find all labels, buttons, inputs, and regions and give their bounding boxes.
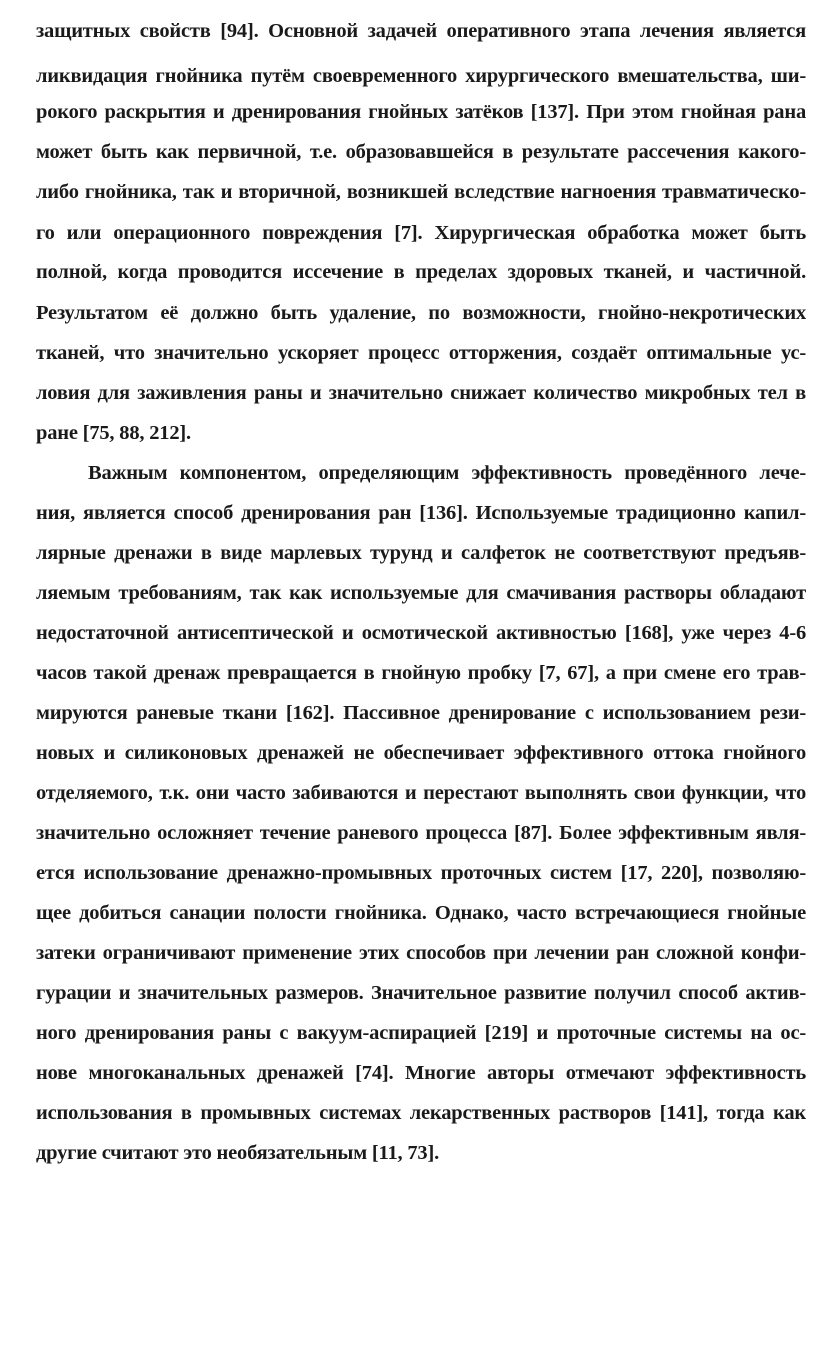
text-line: ется использование дренажно-промывных проточных систем [17, 220], позволяю-: [36, 862, 806, 884]
text-line: отделяемого, т.к. они часто забиваются и перестают выполнять свои функции, что: [36, 782, 806, 804]
text-line: может быть как первичной, т.е. образовавшейся в результате рассечения какого-: [36, 141, 806, 163]
text-line: защитных свойств [94]. Основной задачей оперативного этапа лечения является: [36, 20, 806, 42]
text-line: рокого раскрытия и дренирования гнойных затёков [137]. При этом гнойная рана: [36, 101, 806, 123]
text-line: ловия для заживления раны и значительно снижает количество микробных тел в: [36, 382, 806, 404]
text-line: мируются раневые ткани [162]. Пассивное дренирование с использованием рези-: [36, 702, 806, 724]
text-line: значительно осложняет течение раневого процесса [87]. Более эффективным явля-: [36, 822, 806, 844]
text-line: нове многоканальных дренажей [74]. Многие авторы отмечают эффективность: [36, 1062, 806, 1084]
text-line: полной, когда проводится иссечение в пределах здоровых тканей, и частичной.: [36, 261, 806, 283]
text-line: либо гнойника, так и вторичной, возникшей вследствие нагноения травматическо-: [36, 181, 806, 203]
text-line: часов такой дренаж превращается в гнойную пробку [7, 67], а при смене его трав-: [36, 662, 806, 684]
text-line: Результатом её должно быть удаление, по возможности, гнойно-некротических: [36, 302, 806, 324]
text-line: Важным компонентом, определяющим эффективность проведённого лече-: [88, 462, 806, 484]
text-line: тканей, что значительно ускоряет процесс отторжения, создаёт оптимальные ус-: [36, 342, 806, 364]
text-line: затеки ограничивают применение этих способов при лечении ран сложной конфи-: [36, 942, 806, 964]
text-line: использования в промывных системах лекарственных растворов [141], тогда как: [36, 1102, 806, 1124]
text-line: ного дренирования раны с вакуум-аспирацией [219] и проточные системы на ос-: [36, 1022, 806, 1044]
text-line: ране [75, 88, 212].: [36, 422, 191, 444]
text-line: го или операционного повреждения [7]. Хирургическая обработка может быть: [36, 222, 806, 244]
text-line: щее добиться санации полости гнойника. Однако, часто встречающиеся гнойные: [36, 902, 806, 924]
text-line: ляемым требованиям, так как используемые для смачивания растворы обладают: [36, 582, 806, 604]
text-line: новых и силиконовых дренажей не обеспечивает эффективного оттока гнойного: [36, 742, 806, 764]
text-line: ния, является способ дренирования ран [136]. Используемые традиционно капил-: [36, 502, 806, 524]
text-line: лярные дренажи в виде марлевых турунд и салфеток не соответствуют предъяв-: [36, 542, 806, 564]
text-line: гурации и значительных размеров. Значительное развитие получил способ актив-: [36, 982, 806, 1004]
text-line: ликвидация гнойника путём своевременного хирургического вмешательства, ши-: [36, 65, 806, 87]
text-line: недостаточной антисептической и осмотической активностью [168], уже через 4-6: [36, 622, 806, 644]
text-line: другие считают это необязательным [11, 73].: [36, 1142, 440, 1164]
